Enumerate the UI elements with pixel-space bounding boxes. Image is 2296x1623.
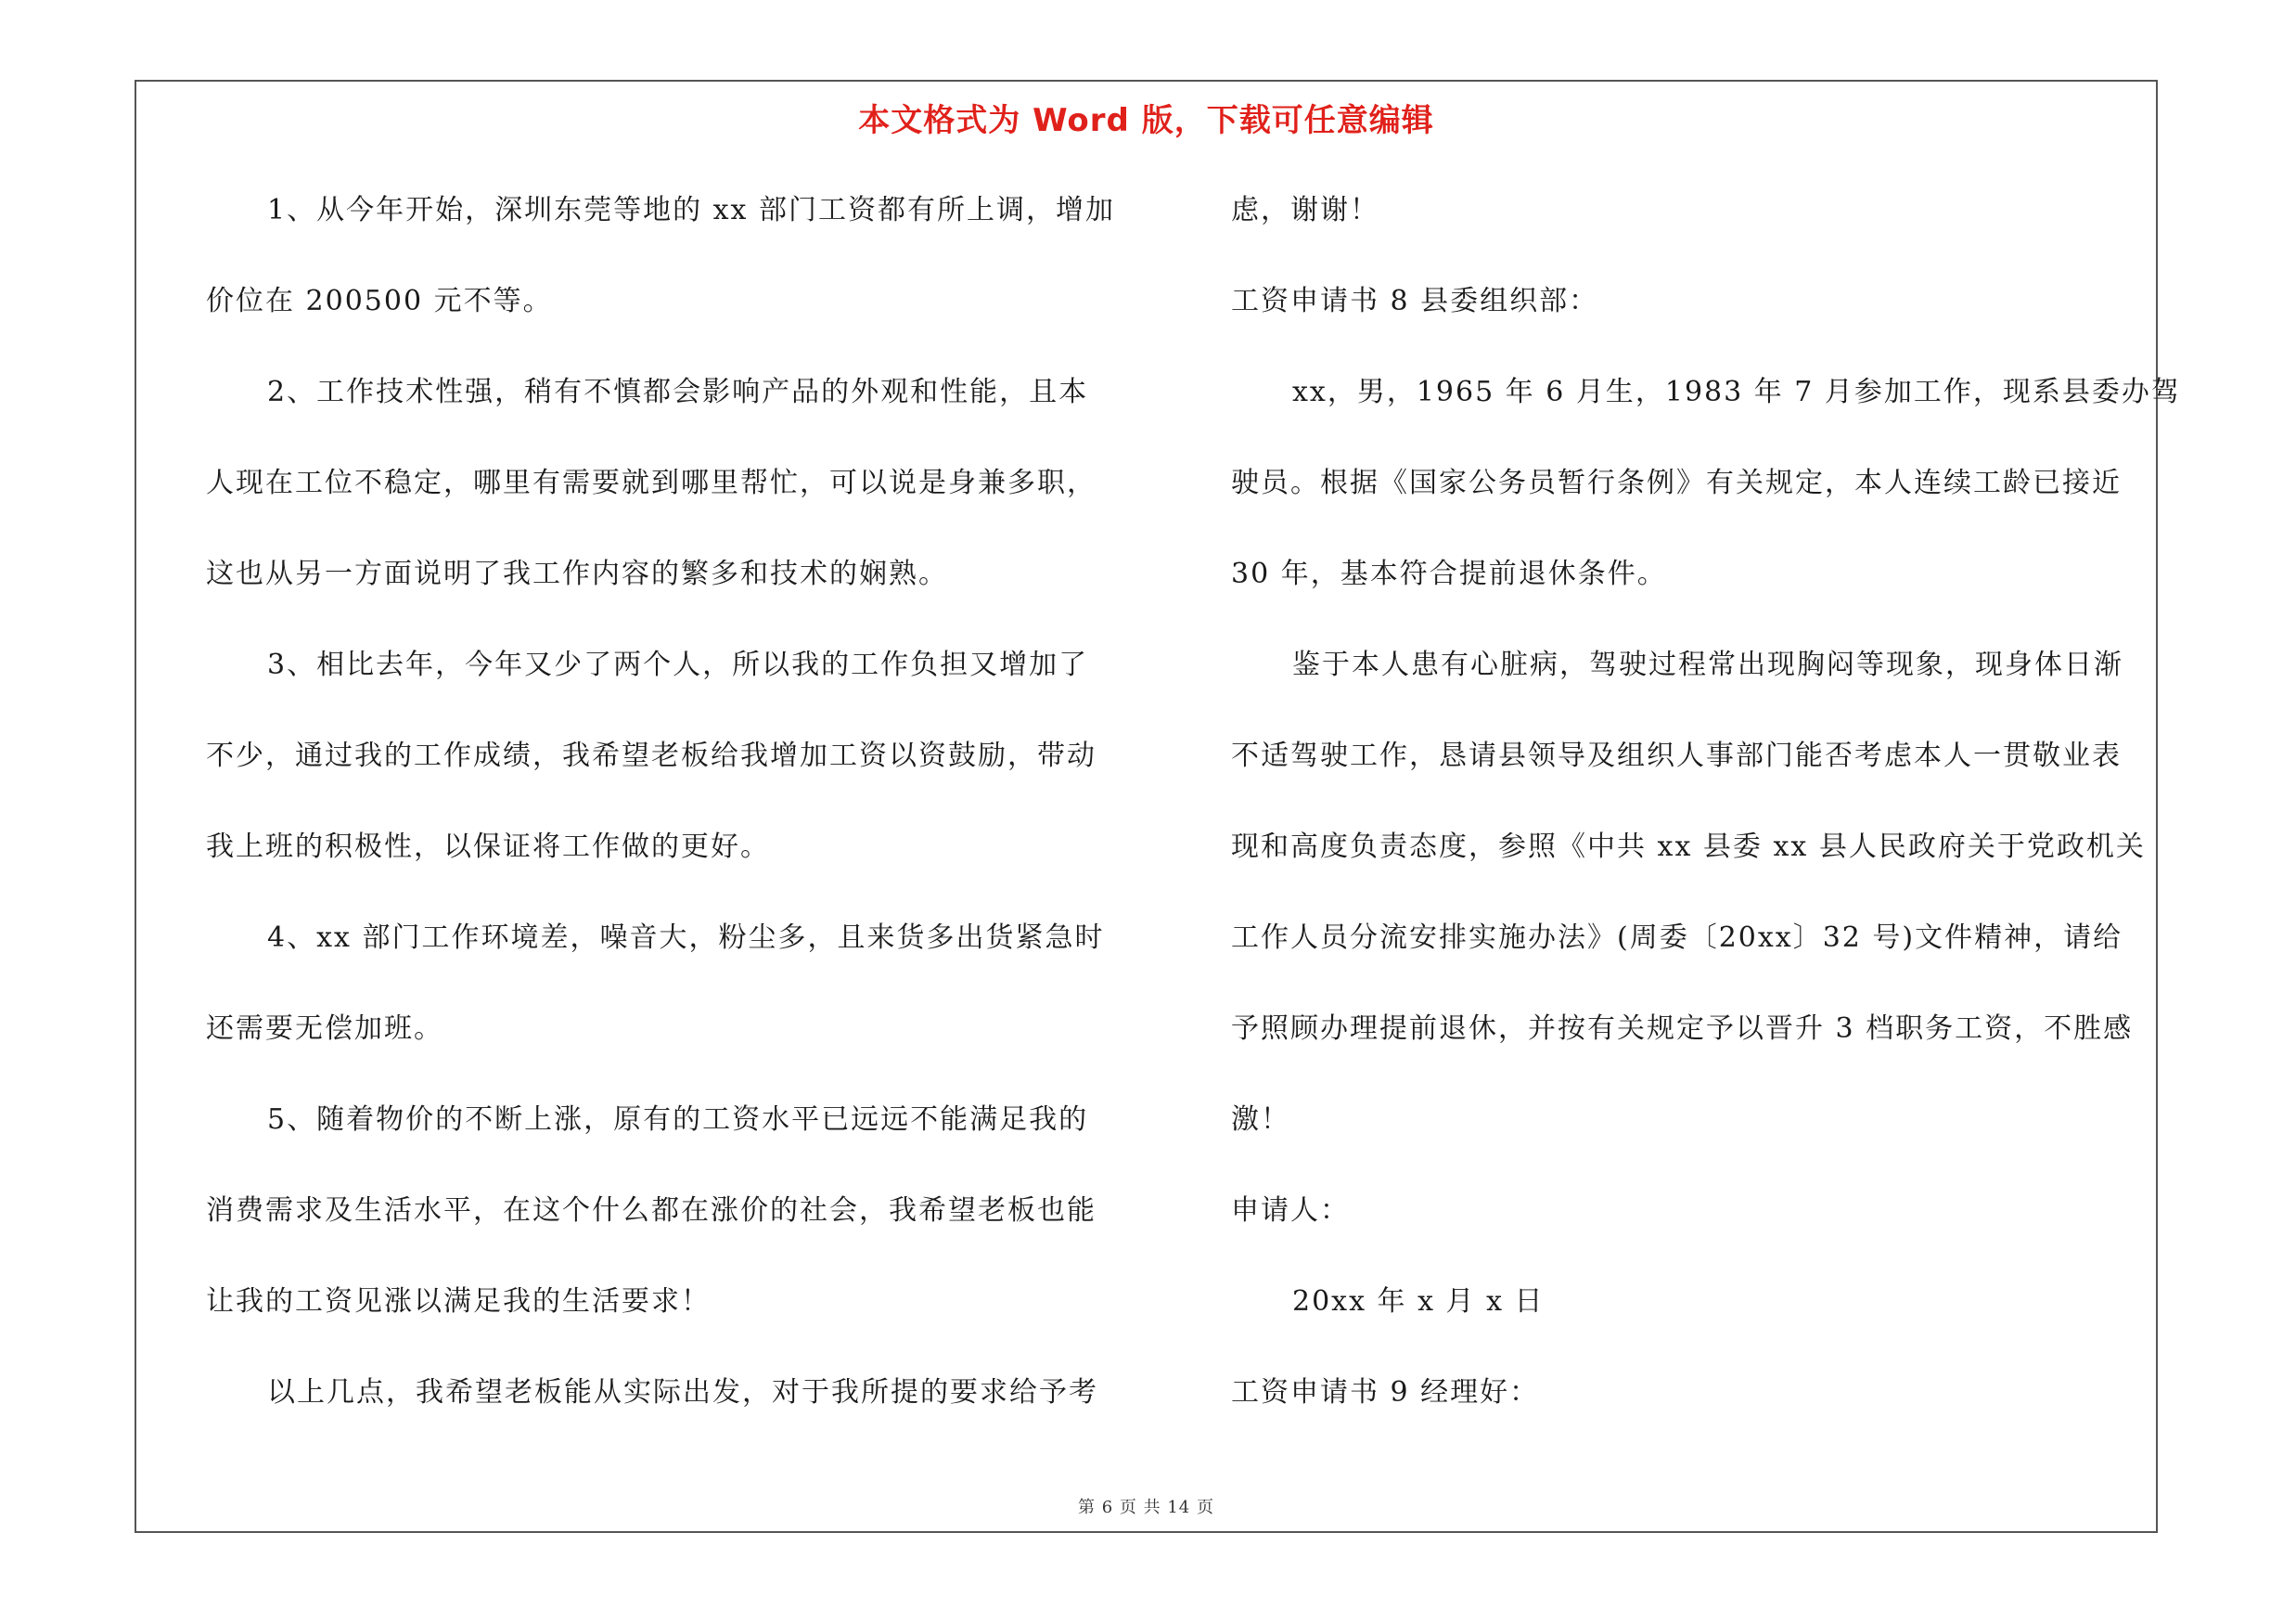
text-line: 驶员。根据《国家公务员暂行条例》有关规定，本人连续工龄已接近 [1231, 467, 2122, 499]
page-number: 第 6 页 共 14 页 [1078, 1498, 1214, 1517]
text-line: 予照顾办理提前退休，并按有关规定予以晋升 3 档职务工资，不胜感 [1231, 1012, 2134, 1045]
text-line: 还需要无偿加班。 [206, 1012, 443, 1045]
text-line: 以上几点，我希望老板能从实际出发，对于我所提的要求给予考 [267, 1376, 1098, 1409]
text-line: 我上班的积极性，以保证将工作做的更好。 [206, 831, 770, 863]
text-line: 这也从另一方面说明了我工作内容的繁多和技术的娴熟。 [206, 558, 948, 590]
text-line: 消费需求及生活水平，在这个什么都在涨价的社会，我希望老板也能 [206, 1194, 1097, 1227]
text-line: 虑，谢谢！ [1231, 194, 1379, 226]
left-column [206, 186, 1134, 1459]
text-line: 30 年，基本符合提前退休条件。 [1231, 558, 1667, 590]
text-line: 工资申请书 9 经理好： [1231, 1376, 1540, 1409]
text-line: 5、随着物价的不断上涨，原有的工资水平已远远不能满足我的 [267, 1103, 1089, 1136]
text-line: 现和高度负责态度，参照《中共 xx 县委 xx 县人民政府关于党政机关 [1231, 831, 2146, 863]
text-line: 鉴于本人患有心脏病，驾驶过程常出现胸闷等现象，现身体日渐 [1292, 649, 2123, 681]
text-line: xx，男，1965 年 6 月生，1983 年 7 月参加工作，现系县委办驾 [1292, 376, 2181, 408]
text-line: 激！ [1231, 1103, 1290, 1136]
text-line: 工作人员分流安排实施办法》(周委〔20xx〕32 号)文件精神，请给 [1231, 921, 2123, 954]
right-column [1231, 186, 2181, 1459]
text-line: 2、工作技术性强，稍有不慎都会影响产品的外观和性能，且本 [267, 376, 1089, 408]
text-line: 3、相比去年，今年又少了两个人，所以我的工作负担又增加了 [267, 649, 1089, 681]
text-line: 人现在工位不稳定，哪里有需要就到哪里帮忙，可以说是身兼多职， [206, 467, 1097, 499]
format-banner: 本文格式为 Word 版，下载可任意编辑 [858, 102, 1434, 139]
text-line: 让我的工资见涨以满足我的生活要求！ [206, 1285, 711, 1318]
text-line: 20xx 年 x 月 x 日 [1292, 1285, 1545, 1318]
text-line: 不适驾驶工作，恳请县领导及组织人事部门能否考虑本人一贯敬业表 [1231, 740, 2122, 772]
document-page [135, 80, 2181, 1533]
text-line: 1、从今年开始，深圳东莞等地的 xx 部门工资都有所上调，增加 [267, 194, 1115, 226]
text-line: 工资申请书 8 县委组织部： [1231, 285, 1599, 317]
text-line: 不少，通过我的工作成绩，我希望老板给我增加工资以资鼓励，带动 [206, 740, 1097, 772]
text-line: 申请人： [1231, 1194, 1350, 1227]
text-line: 4、xx 部门工作环境差，噪音大，粉尘多，且来货多出货紧急时 [267, 921, 1105, 954]
text-line: 价位在 200500 元不等。 [206, 285, 553, 317]
